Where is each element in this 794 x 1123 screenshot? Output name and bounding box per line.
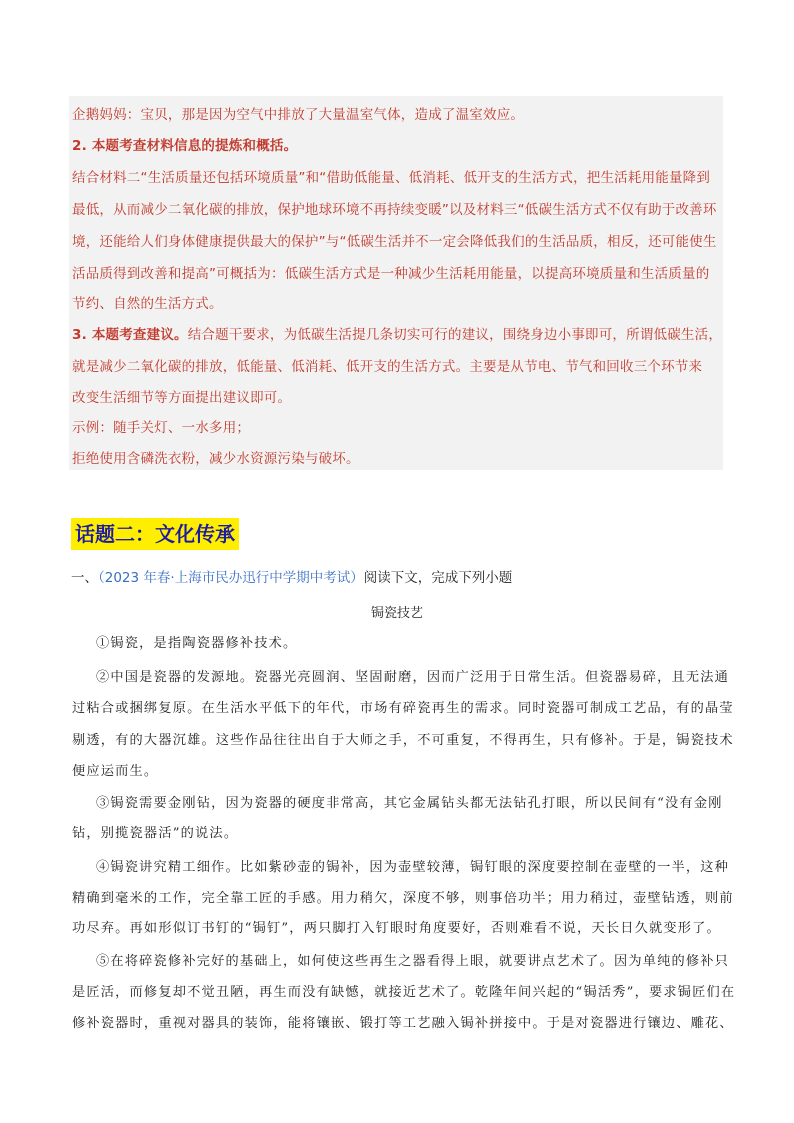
answer-2-line-2: 最低，从而减少二氧化碳的排放，保护地球环境不再持续变暖”以及材料三“低碳生活方式不仅有助于改善环 <box>72 202 717 218</box>
article-line: 精确到毫米的工作，完全靠工匠的手感。用力稍欠，深度不够，则事倍功半；用力稍过，壶壁钻透，则前 <box>72 891 734 906</box>
article-line: ①锔瓷，是指陶瓷器修补技术。 <box>96 636 298 651</box>
article-line: ③锔瓷需要金刚钻，因为瓷器的硬度非常高，其它金属钻头都无法钻孔打眼，所以民间有“没有金刚 <box>96 796 723 811</box>
article-title: 锔瓷技艺 <box>370 606 423 621</box>
article-line: 过粘合或捆绑复原。在生活水平低下的年代，市场有碎瓷再生的需求。同时瓷器可制成工艺品，有的晶莹 <box>72 701 734 716</box>
question-intro <box>71 566 512 586</box>
answer-3-line-2: 就是减少二氧化碳的排放，低能量、低消耗、低开支的生活方式。主要是从节电、节气和回收三个环节来 <box>72 359 703 375</box>
article-line: ⑤在将碎瓷修补完好的基础上，如何使这些再生之器看得上眼，就要讲点艺术了。因为单纯的修补只 <box>96 954 730 969</box>
article-line: 剔透，有的大器沉雄。这些作品往往出自于大师之手，不可重复，不得再生，只有修补。于是，锔瓷技术 <box>72 733 734 748</box>
answer-2-line-1: 结合材料二“生活质量还包括环境质量”和“借助低能量、低消耗、低开支的生活方式，把生活耗用能量降到 <box>72 170 711 186</box>
example-line-1: 示例：随手关灯、一水多用； <box>72 420 251 436</box>
answer-3-line-1 <box>72 323 722 343</box>
question-instruction: 阅读下文，完成下列小题 <box>363 570 513 586</box>
answer-2-line-3: 境，还能给人们身体健康提供最大的保护”与“低碳生活并不一定会降低我们的生活品质，相反，还可能使生 <box>72 234 717 250</box>
topic-heading: 话题二：文化传承 <box>71 518 239 550</box>
question-prefix: 一、 <box>71 570 98 586</box>
answer-2-number: 2. 本题考查材料信息的提炼和概括。 <box>72 138 298 154</box>
article-line: ④锔瓷讲究精工细作。比如紫砂壶的锔补，因为壶壁较薄，锔钉眼的深度要控制在壶壁的一半，这种 <box>96 860 730 875</box>
answer-3-line-3: 改变生活细节等方面提出建议即可。 <box>72 390 292 406</box>
answer-2-line-5: 节约、自然的生活方式。 <box>72 296 223 312</box>
question-source: （2023 年春·上海市民办迅行中学期中考试） <box>98 570 364 586</box>
example-line-2: 拒绝使用含磷洗衣粉，减少水资源污染与破坏。 <box>72 451 360 467</box>
article-line: 是匠活，而修复却不觉丑陋，再生而没有缺憾，就接近艺术了。乾隆年间兴起的“锔活秀”，要求锔匠们在 <box>72 985 736 1000</box>
article-line: 便应运而生。 <box>72 764 159 779</box>
answer-2-line-4: 活品质得到改善和提高”可概括为：低碳生活方式是一种减少生活耗用能量，以提高环境质量和生活质量的 <box>72 266 710 282</box>
answer-3-number: 3. 本题考查建议。 <box>72 327 188 343</box>
article-line: 钻，别揽瓷器活”的说法。 <box>72 826 239 841</box>
article-line: 修补瓷器时，重视对器具的装饰，能将镶嵌、锻打等工艺融入锔补拼接中。于是对瓷器进行镶边、雕花、 <box>72 1016 734 1031</box>
answer-line-1: 企鹅妈妈：宝贝，那是因为空气中排放了大量温室气体，造成了温室效应。 <box>72 107 525 123</box>
answer-2-heading <box>72 134 297 154</box>
answer-3-text: 结合题干要求，为低碳生活提几条切实可行的建议，围绕身边小事即可，所谓低碳生活， <box>187 327 723 343</box>
article-line: 功尽弃。再如形似订书钉的“锔钉”，两只脚打入钉眼时角度要好，否则难看不说，天长日久就变形了。 <box>72 921 721 936</box>
article-line: ②中国是瓷器的发源地。瓷器光亮圆润、坚固耐磨，因而广泛用于日常生活。但瓷器易碎，且无法通 <box>96 670 730 685</box>
